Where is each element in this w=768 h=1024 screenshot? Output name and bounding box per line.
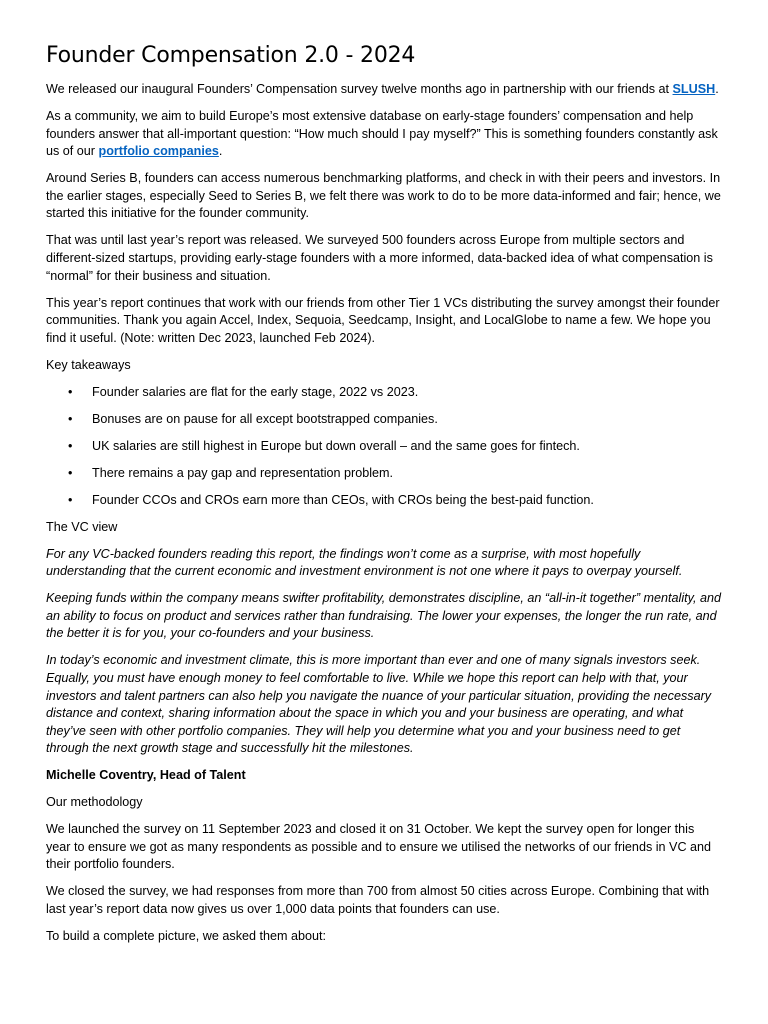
- page-title: Founder Compensation 2.0 - 2024: [46, 43, 416, 68]
- bullet-icon: •: [68, 438, 73, 453]
- intro-paragraph: [46, 81, 722, 99]
- intro-end: .: [715, 82, 719, 96]
- list-item-text: UK salaries are still highest in Europe but down overall – and the same goes for fintech.: [92, 438, 580, 453]
- community-end: .: [218, 144, 223, 159]
- bullet-icon: •: [68, 465, 73, 480]
- methodology-paragraph: We closed the survey, we had responses from more than 700 from almost 50 cities across Europe. Combining that with last year’s report data now gives us over 1,000 data points that founders can use.: [46, 884, 710, 916]
- list-item: [46, 438, 722, 456]
- series-b-paragraph: Around Series B, founders can access numerous benchmarking platforms, and check in with their peers and investors. In the earlier stages, especially Seed to Series B, we felt there was work to do to be more data-informed and fair; hence, we started this initiative for the founder community.: [46, 171, 721, 221]
- list-item-text: There remains a pay gap and representation problem.: [92, 465, 394, 480]
- intro-text: We released our inaugural Founders’ Compensation survey twelve months ago in partnership with our friends at: [46, 82, 673, 96]
- list-item-text: Founder salaries are flat for the early stage, 2022 vs 2023.: [92, 384, 419, 399]
- last-year-paragraph: That was until last year’s report was released. We surveyed 500 founders across Europe from multiple sectors and different-sized startups, providing early-stage founders with a more informed, data-backed idea of what compensation is “normal” for their business and situation.: [46, 233, 713, 283]
- author-signature: Michelle Coventry, Head of Talent: [46, 768, 246, 783]
- bullet-icon: •: [68, 492, 73, 507]
- list-item: [46, 411, 722, 429]
- bullet-icon: •: [68, 411, 73, 426]
- this-year-paragraph: This year’s report continues that work with our friends from other Tier 1 VCs distributing the survey amongst their founder communities. Thank you again Accel, Index, Sequoia, Seedcamp, Insight, and LocalGlobe to name a few. We hope you find it useful. (Note: written Dec 2023, launched Feb 2024).: [46, 295, 720, 345]
- list-item: [46, 492, 722, 510]
- vc-view-paragraph: In today’s economic and investment climate, this is more important than ever and one of many signals investors seek. Equally, you must have enough money to feel comfortable to live. While we hope this report can help with that, your investors and talent partners can also help you navigate the nuance of your particular situation, providing the necessary distance and context, sharing information about the space in which you and your business are operating, and what they’ve seen with other portfolio companies. They will help you determine what you and your business need to get through the next growth stage and successfully hit the milestones.: [46, 653, 712, 756]
- methodology-paragraph: To build a complete picture, we asked them about:: [46, 928, 327, 943]
- methodology-heading: Our methodology: [46, 795, 143, 810]
- vc-view-paragraph: For any VC-backed founders reading this report, the findings won’t come as a surprise, with most hopefully understanding that the current economic and investment environment is not one where it pays to overpay yourself.: [46, 546, 683, 579]
- key-takeaways-heading: Key takeaways: [46, 357, 131, 372]
- community-text: As a community, we aim to build Europe’s most extensive database on early-stage founders’ compensation and help founders answer that all-important question: “How much should I pay myself?” This is something founders constantly ask us of our: [46, 108, 718, 159]
- methodology-paragraph: We launched the survey on 11 September 2023 and closed it on 31 October. We kept the survey open for longer this year to ensure we got as many respondents as possible and to ensure we utilised the networks of our friends in VC and their portfolio founders.: [46, 822, 712, 872]
- vc-view-paragraph: Keeping funds within the company means swifter profitability, demonstrates discipline, an “all-in-it together” mentality, and an ability to focus on product and services rather than fundraising. The lower your expenses, the longer the run rate, and the better it is for you, your co-founders and your business.: [46, 591, 722, 641]
- list-item-text: Bonuses are on pause for all except bootstrapped companies.: [92, 411, 438, 426]
- vc-view-heading: The VC view: [46, 519, 118, 534]
- list-item: [46, 384, 722, 402]
- bullet-icon: •: [68, 384, 73, 399]
- list-item-text: Founder CCOs and CROs earn more than CEOs, with CROs being the best-paid function.: [92, 492, 594, 507]
- list-item: [46, 465, 722, 483]
- portfolio-companies-link[interactable]: portfolio companies: [98, 144, 219, 159]
- slush-link[interactable]: SLUSH: [672, 82, 716, 96]
- key-takeaways-list: [46, 384, 722, 510]
- community-paragraph: [46, 108, 722, 161]
